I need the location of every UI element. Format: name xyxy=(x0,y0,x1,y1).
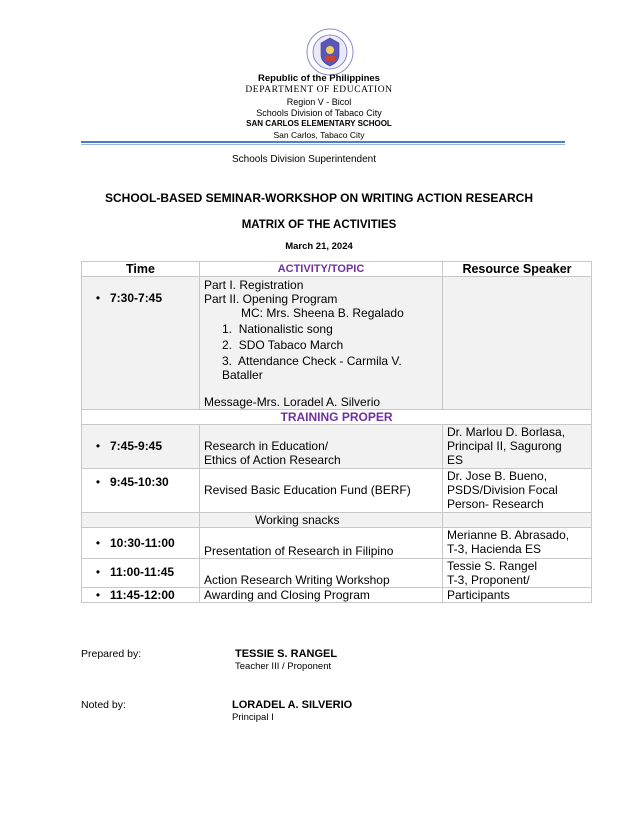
speaker-cell xyxy=(443,513,592,528)
speaker-cell xyxy=(443,528,592,559)
time-cell xyxy=(82,277,200,410)
activity-line: Part I. Registration xyxy=(204,278,304,292)
prepared-name: TESSIE S. RANGEL xyxy=(235,648,338,660)
activity-cell: Action Research Writing Workshop xyxy=(200,559,443,588)
table-row xyxy=(82,425,592,469)
header-republic: Republic of the Philippines xyxy=(258,73,380,84)
table-row xyxy=(82,588,592,603)
activity-cell: Presentation of Research in Filipino xyxy=(200,528,443,559)
table-header-row xyxy=(82,262,592,277)
time-cell xyxy=(82,425,200,469)
addressee: Schools Division Superintendent xyxy=(232,154,376,165)
list-item: 1. Nationalistic song xyxy=(222,322,333,336)
snacks-cell: Working snacks xyxy=(200,513,443,528)
speaker-cell xyxy=(443,425,592,469)
speaker-line: Merianne B. Abrasado, xyxy=(447,528,570,542)
header-time: Time xyxy=(82,262,200,277)
header-address: San Carlos, Tabaco City xyxy=(273,130,365,140)
activity-line: Part II. Opening Program xyxy=(204,292,338,306)
document-title: SCHOOL-BASED SEMINAR-WORKSHOP ON WRITING ACTION RESEARCH xyxy=(104,191,533,205)
speaker-line: Dr. Jose B. Bueno, xyxy=(447,469,548,483)
time-cell xyxy=(82,513,200,528)
snacks-row xyxy=(82,513,592,528)
time-cell xyxy=(82,588,200,603)
time-value: 9:45-10:30 xyxy=(110,475,169,489)
speaker-line: T-3, Proponent/ xyxy=(447,573,530,587)
section-row xyxy=(82,410,592,425)
time-value: 11:00-11:45 xyxy=(110,565,175,579)
speaker-line: Person- Research xyxy=(447,497,544,511)
table-row-opening xyxy=(82,277,592,410)
table-row xyxy=(82,559,592,588)
table-row xyxy=(82,528,592,559)
bullet-icon: • xyxy=(95,291,101,305)
speaker-line: PSDS/Division Focal xyxy=(447,483,558,497)
activity-cell xyxy=(200,277,443,410)
header-divider xyxy=(81,141,565,143)
noted-role: Principal I xyxy=(232,712,274,723)
time-value: 7:45-9:45 xyxy=(110,439,163,453)
header-divider-thin xyxy=(81,144,565,145)
speaker-line: Dr. Marlou D. Borlasa, xyxy=(447,425,566,439)
header-school: SAN CARLOS ELEMENTARY SCHOOL xyxy=(246,119,392,128)
activity-cell xyxy=(200,425,443,469)
schedule-table xyxy=(81,261,592,603)
message-line: Message-Mrs. Loradel A. Silverio xyxy=(204,395,381,409)
speaker-line: T-3, Hacienda ES xyxy=(447,542,542,556)
header-speaker: Resource Speaker xyxy=(443,262,592,277)
deped-seal-logo xyxy=(306,28,354,76)
prepared-label: Prepared by: xyxy=(81,648,142,660)
mc-line: MC: Mrs. Sheena B. Regalado xyxy=(241,306,404,320)
prepared-role: Teacher III / Proponent xyxy=(235,661,332,672)
speaker-cell xyxy=(443,559,592,588)
speaker-line: ES xyxy=(447,453,464,467)
bullet-icon: • xyxy=(95,536,101,550)
speaker-cell: Participants xyxy=(443,588,592,603)
table-row xyxy=(82,469,592,513)
speaker-cell xyxy=(443,469,592,513)
activity-line: Ethics of Action Research xyxy=(204,453,341,467)
header-activity: ACTIVITY/TOPIC xyxy=(200,262,443,277)
time-cell xyxy=(82,528,200,559)
speaker-line: Tessie S. Rangel xyxy=(447,559,538,573)
bullet-icon: • xyxy=(95,565,101,579)
section-title: TRAINING PROPER xyxy=(82,410,592,425)
document-subtitle: MATRIX OF THE ACTIVITIES xyxy=(241,219,397,231)
header-region: Region V - Bicol xyxy=(286,97,352,107)
speaker-cell xyxy=(443,277,592,410)
list-item: 2. SDO Tabaco March xyxy=(222,338,344,352)
document-date: March 21, 2024 xyxy=(285,241,353,252)
noted-label: Noted by: xyxy=(81,699,126,711)
time-value: 10:30-11:00 xyxy=(110,536,175,550)
time-value: 7:30-7:45 xyxy=(110,291,163,305)
speaker-line: Principal II, Sagurong xyxy=(447,439,562,453)
bullet-icon: • xyxy=(95,475,101,489)
time-value: 11:45-12:00 xyxy=(110,588,175,602)
time-cell xyxy=(82,469,200,513)
activity-cell: Revised Basic Education Fund (BERF) xyxy=(200,469,443,513)
activity-cell: Awarding and Closing Program xyxy=(200,588,443,603)
list-item: 3. Attendance Check - Carmila V. Bataller xyxy=(222,354,402,382)
time-cell xyxy=(82,559,200,588)
header-division: Schools Division of Tabaco City xyxy=(256,108,382,118)
activity-line: Research in Education/ xyxy=(204,439,329,453)
bullet-icon: • xyxy=(95,439,101,453)
header-department: DEPARTMENT OF EDUCATION xyxy=(245,85,393,95)
noted-name: LORADEL A. SILVERIO xyxy=(232,699,353,711)
bullet-icon: • xyxy=(95,588,101,602)
